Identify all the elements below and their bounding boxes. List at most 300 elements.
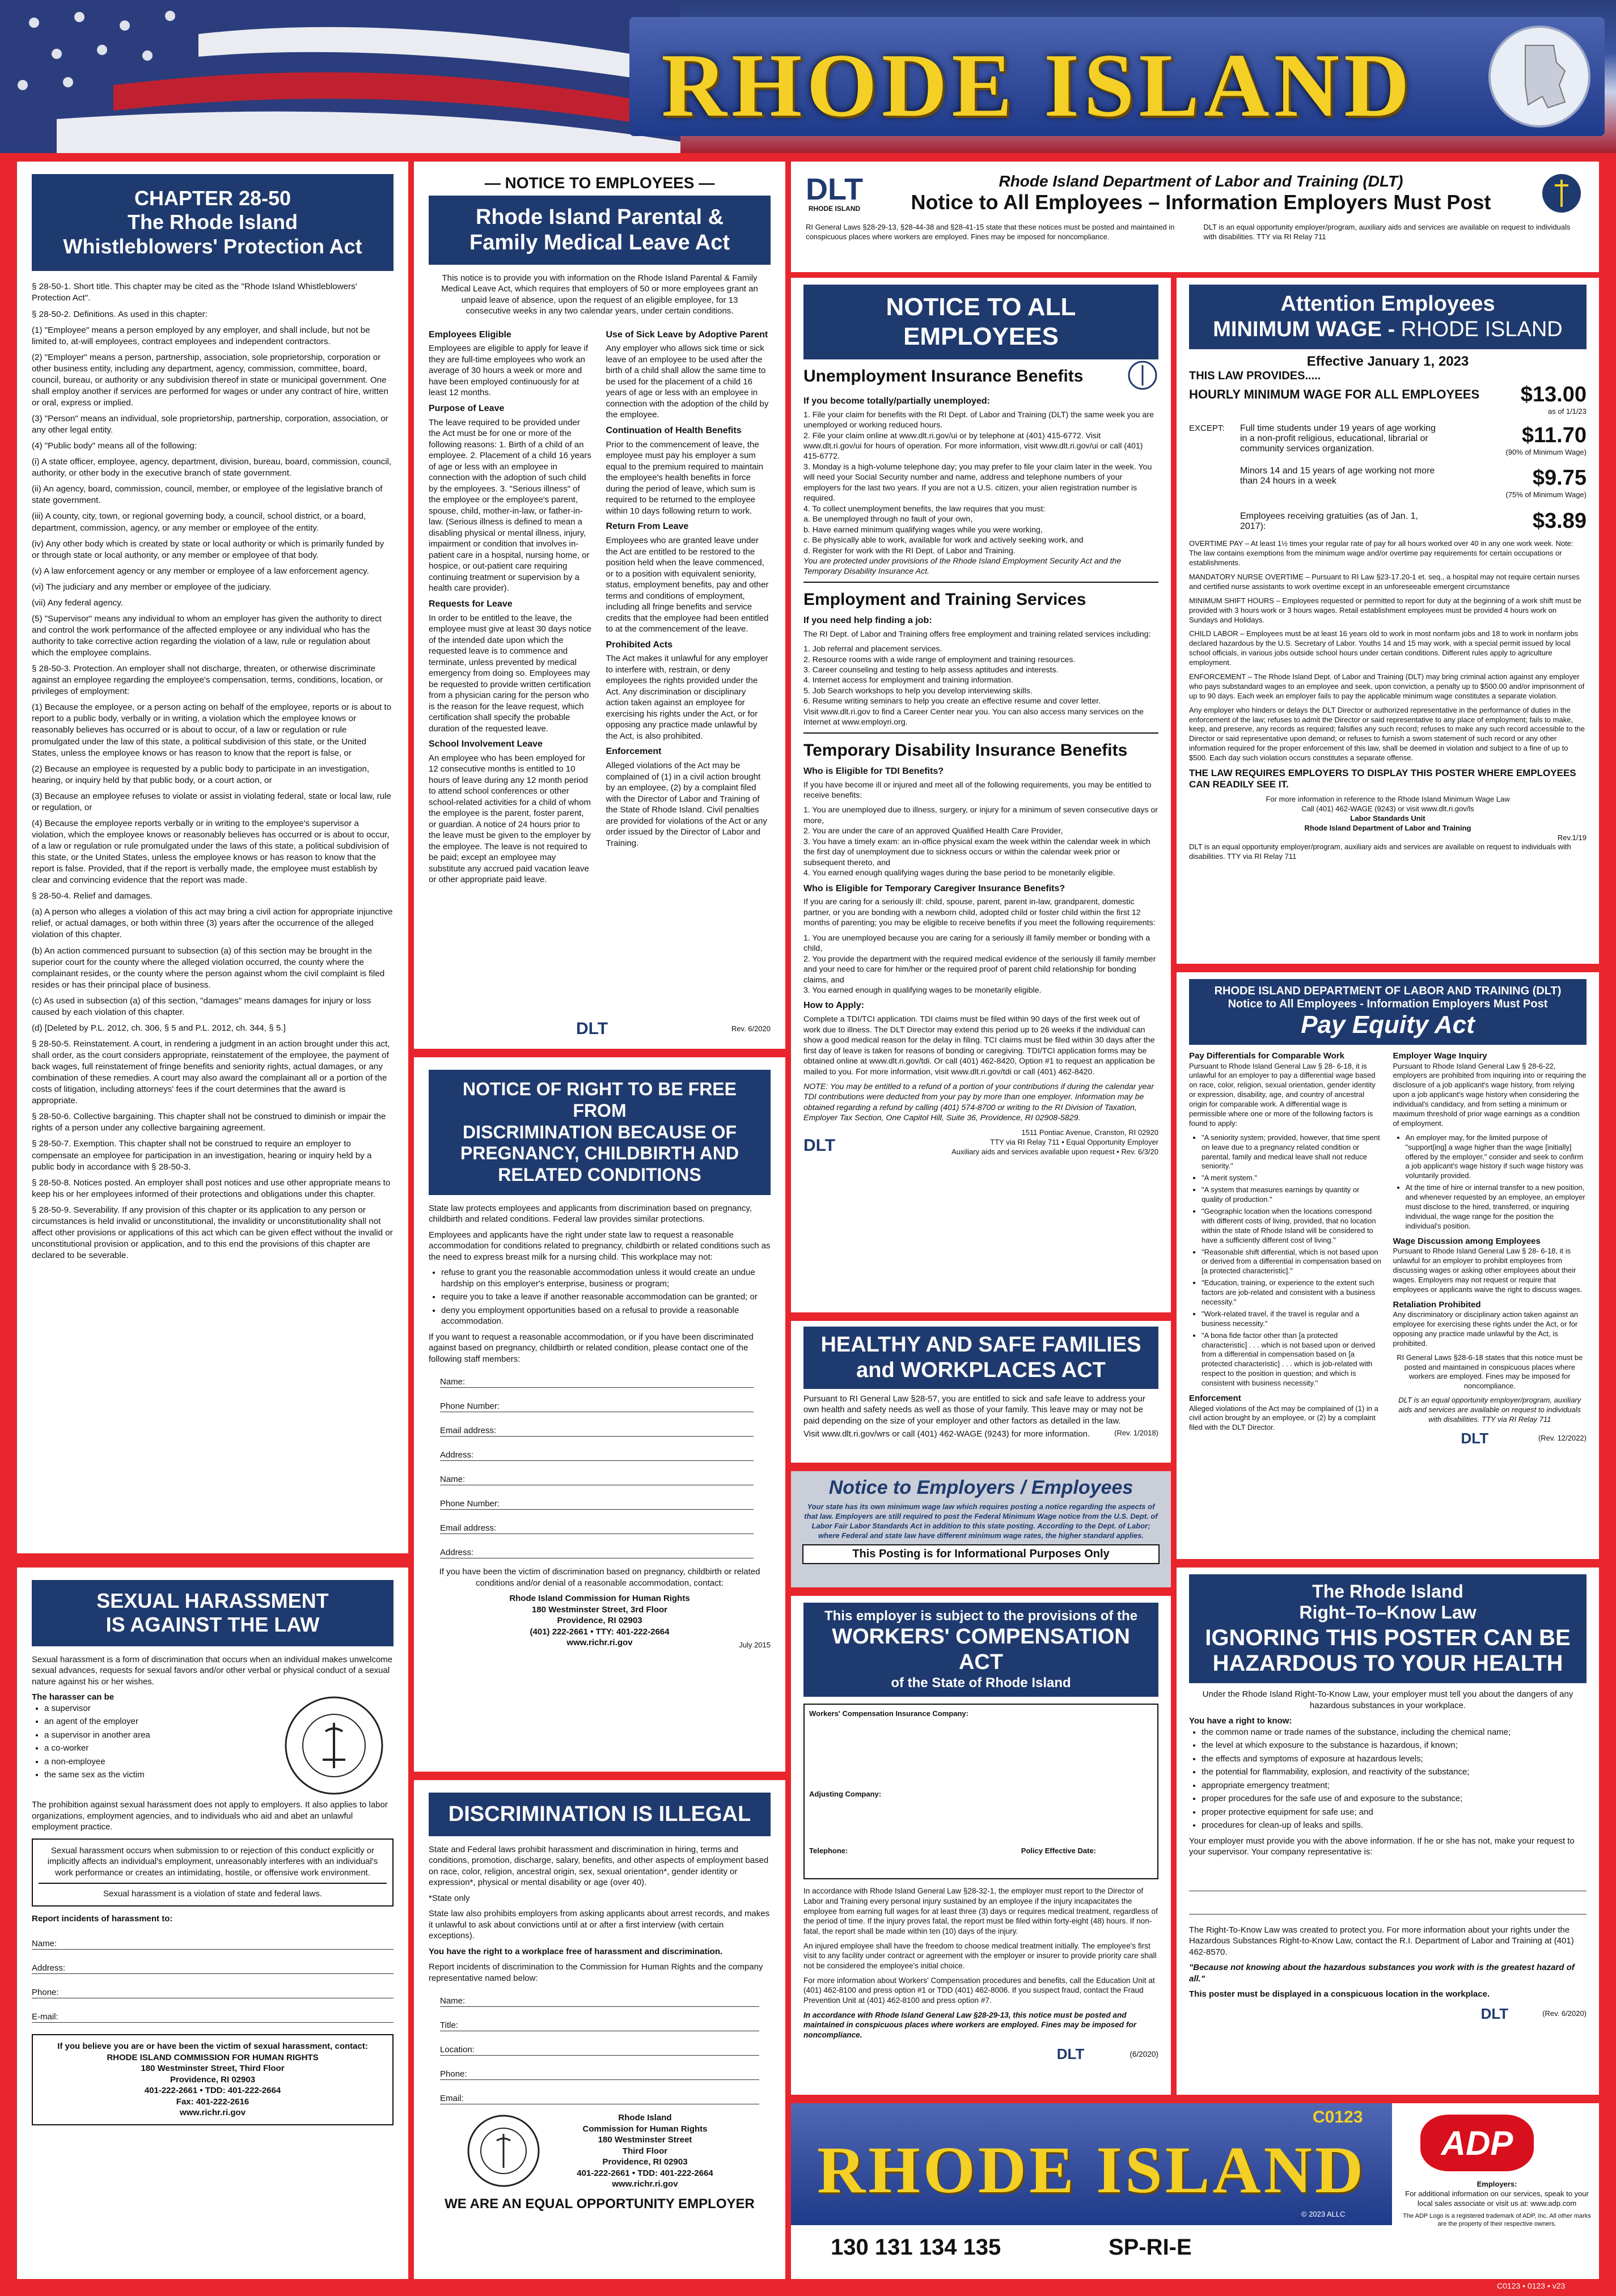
- minwage-unit: Labor Standards Unit: [1350, 814, 1425, 823]
- preg-fields: [440, 1370, 754, 1558]
- pregnancy-header: [429, 1070, 771, 1195]
- minwage-paragraph: ENFORCEMENT – The Rhode Island Dept. of Labor and Training (DLT) may bring criminal action against any employer who pays substandard wages to an employee and seek, upon conviction, a penalty up to $500.00 and/or imprisonment of up to 90 days. Each week an employer fails to pay the applicable minimum wage constitutes a separate violation.: [1189, 672, 1585, 700]
- whistle-paragraph: (1) "Employee" means a person employed by any employer, and shall include, but not be limited to, at-will employees, contract employees and independent contractors.: [32, 325, 370, 346]
- discrim-contact-line: 180 Westminster Street: [598, 2135, 692, 2145]
- discrim-field: [440, 2038, 759, 2056]
- fmla-section-heading: Purpose of Leave: [429, 403, 505, 413]
- dlt-logo-small: DLT: [576, 1019, 608, 1038]
- informational-banner: This Posting is for Informational Purposes Only: [802, 1544, 1160, 1564]
- tdi-intro: If you have become ill or injured and meet all of the following requirements, you may be entitled to receive benefits:: [803, 780, 1152, 800]
- fmla-section-heading: Continuation of Health Benefits: [606, 425, 742, 435]
- dlt-logo: [806, 174, 863, 213]
- fmla-title-2: Family Medical Leave Act: [469, 230, 730, 255]
- preg-field-label: Address:: [440, 1547, 477, 1558]
- fmla-section-text: Employees are eligible to apply for leave if they are full-time employees who work an average of 30 hours a week or more and have been employed continuously for at least 12 months.: [429, 344, 588, 398]
- healthy-header: [803, 1327, 1158, 1389]
- harass-fields: [32, 1932, 394, 2023]
- payeq-left-item: • "A bona fide factor other than [a protected characteristic] . . . which is not based upon or derived from a differential in compensation based on [a protected characteristic] . . . which is job-related with respect to the position in question; and which is consistent with business necessity.": [1202, 1331, 1383, 1388]
- report-label: Report incidents of harassment to:: [32, 1913, 173, 1924]
- minwage-more: For more information in reference to the Rhode Island Minimum Wage Law: [1266, 795, 1510, 804]
- discrim-field-label: Phone:: [440, 2069, 471, 2080]
- state-map-globe-icon: [1486, 23, 1593, 130]
- minwage-rate-3: $9.75: [1532, 466, 1587, 490]
- discrim-p3: You have the right to a workplace free of harassment and discrimination.: [429, 1946, 723, 1956]
- dlt-logo-small: DLT: [1480, 2005, 1509, 2022]
- fmla-panel: [414, 162, 785, 1049]
- ui-note: You are protected under provisions of the Rhode Island Employment Security Act and the Temporary Disability Insurance Act.: [803, 556, 1122, 577]
- notice-employers-text: Your state has its own minimum wage law which requires posting a notice regarding the aspects of that law. Employers are still required to post the Federal Minimum Wage notice from the U.S. Dept. of Labor Fair Labor Standards Act in addition to this state posting. According to the Dept. of Labor; where Federal and state law have different minimum wage rates, the higher standard applies.: [804, 1502, 1158, 1540]
- preg-title-1: NOTICE OF RIGHT TO BE FREE FROM: [463, 1079, 737, 1121]
- fmla-section-text: The leave required to be provided under the Act must be for one or more of the following reasons: 1. Birth of a child of an employee. 2. Placement of a child 16 years of age or less with an employee in connection with the adoption of such child by the employees. 3. "Serious illness" of the employee or the employee's parent, spouse, child, mother-in-law, or father-in-law. (Serious illness is defined to mean a disabling physical or mental illness, injury, impairment or condition that involves in-patient care in a hospital, nursing home, or hospice, or out-patient care requiring continuing treatment or supervision by a health care provider).: [429, 417, 591, 594]
- dlt-header-panel: [791, 162, 1599, 272]
- tdi-subheading: Who is Eligible for TDI Benefits?: [803, 766, 944, 776]
- harass-field: [32, 1932, 394, 1950]
- whistle-paragraph: § 28-50-9. Severability. If any provision of this chapter or its application to any person or circumstances is held invalid or unconstitutional, the invalidity or unconstitutionality shall not affect other provisions or applications of this act which can be given effect without the invalid or unconstitutional provision or application, and to this end the provisions of this chapter are declared to be severable.: [32, 1205, 393, 1261]
- rtk-p3: The Right-To-Know Law was created to protect you. For more information about your rights under the Hazardous Substances Right-to-Know Law, contact the R.I. Department of Labor and Training at (401) 462-8570.: [1189, 1925, 1574, 1957]
- payeq-right-item: • At the time of hire or internal transfer to a new position, and whenever requested by an employee, an employer must disclose to the hired, transferred, or inquiring individual, the wage range for the position the individual's position.: [1406, 1183, 1587, 1231]
- whistle-paragraph: § 28-50-5. Reinstatement. A court, in rendering a judgment in an action brought under this act, shall order, as the court considers appropriate, reinstatement of the employee, the payment of back wages, full reinstatement of fringe benefits and seniority rights, actual damages, or any combination of these remedies. A court may also award the complainant all or a portion of the costs of litigation, including attorneys' fees if the court determines that the award is appropriate.: [32, 1039, 390, 1106]
- preg-field-label: Name:: [440, 1474, 468, 1485]
- preg-contact-line: 180 Westminster Street, 3rd Floor: [532, 1604, 667, 1615]
- rtk-item: • the potential for flammability, explosion, and reactivity of the substance;: [1202, 1767, 1587, 1778]
- preg-field-label: Phone Number:: [440, 1498, 503, 1510]
- healthy-title-2: and WORKPLACES ACT: [856, 1358, 1106, 1382]
- footer-version: C0123 • 0123 • v23: [1497, 2281, 1566, 2290]
- payeq-enf-heading: Enforcement: [1189, 1393, 1241, 1403]
- preg-field-label: Email address:: [440, 1425, 500, 1437]
- harass-box: [32, 1839, 394, 1907]
- rtk-item: • procedures for clean-up of leaks and spills.: [1202, 1820, 1587, 1831]
- ui-item: b. Have earned minimum qualifying wages while you were working,: [803, 525, 1043, 535]
- whistle-paragraph: § 28-50-6. Collective bargaining. This chapter shall not be construed to diminish or impair the rights of a person under any collective bargaining agreement.: [32, 1112, 386, 1133]
- payeq-right-heading: Employer Wage Inquiry: [1393, 1051, 1487, 1061]
- minwage-call: Call (401) 462-WAGE (9243) or visit www.dlt.ri.gov/ls: [1301, 804, 1474, 813]
- apply-note: NOTE: You may be entitled to a refund of a portion of your contributions if during the calendar year TDI contributions were deducted from your pay by more than one employer. Information may be obtained regarding a refund by calling (401) 574-8700 or writing to the RI Division of Taxation, Employer Tax Section, One Capitol Hill, Suite 36, Providence, RI 02908-5829.: [803, 1082, 1154, 1123]
- pay-equity-panel: [1177, 972, 1599, 1559]
- fmla-section-heading: Use of Sick Leave by Adoptive Parent: [606, 329, 768, 340]
- rtk-intro: Under the Rhode Island Right-To-Know Law, your employer must tell you about the dangers of any hazardous substances in your workplace.: [1202, 1689, 1573, 1710]
- whistle-paragraph: § 28-50-7. Exemption. This chapter shall not be construed to require an employer to compensate an employee for participation in an investigation, hearing or inquiry held by a public body in accordance with § 28-50-3.: [32, 1139, 372, 1172]
- payeq-right-heading-2: Wage Discussion among Employees: [1393, 1236, 1541, 1246]
- fmla-section-heading: Return From Leave: [606, 522, 689, 532]
- ui-item: a. Be unemployed through no fault of your own,: [803, 515, 973, 524]
- tci-items: [803, 933, 1158, 996]
- whistle-paragraph: (b) An action commenced pursuant to subsection (a) of this section may be brought in the superior court for the county where the alleged violation occurred, the county where the complainant resides, or the county where the person against whom the civil complaint is filed resides or has their principal place of business.: [32, 946, 385, 990]
- harass-field: [32, 2005, 394, 2023]
- discrimination-panel: [414, 1780, 785, 2279]
- et-item: 1. Job referral and placement services.: [803, 645, 942, 654]
- ui-footer-addr: 1511 Pontiac Avenue, Cranston, RI 02920: [1021, 1128, 1158, 1137]
- fmla-footer: [429, 1019, 771, 1039]
- discrim-contact-line: Rhode Island: [618, 2113, 672, 2123]
- preg-contact-line: Rhode Island Commission for Human Rights: [509, 1594, 690, 1604]
- payeq-title: Pay Equity Act: [1301, 1011, 1475, 1039]
- harass-field-label: Phone:: [32, 1987, 62, 1998]
- fmla-section-heading: Prohibited Acts: [606, 639, 673, 650]
- fmla-section-text: Alleged violations of the Act may be complained of (1) in a civil action brought by an employee, (2) by a complaint filed with the Director of Labor and Training of the State of Rhode Island. Civil penalties are provided for violations of the Act or any order issued by the Director of Labor and Training.: [606, 761, 767, 848]
- minwage-paragraph: Any employer who hinders or delays the DLT Director or authorized representative in the performance of duties in the enforcement of the law; refuses to admit the Director or said representative to any place of employment; fails to make, keep, and preserve, any records as required; falsifies any such record; refuses to make any such record accessible to the Director or said representative upon demand; or refuses to furnish a sworn statement of such record or any other information required for the proper enforcement of this law, shall be deemed in violation and subject to a fine of up to $500. Each day such violation occurs constitutes a separate offense.: [1189, 705, 1585, 762]
- fmla-section-text: Employees who are granted leave under the Act are entitled to be restored to the position held when the leave commenced, or to a position with equivalent seniority, status, employment benefits, pay and other terms and conditions of employment, including all fringe benefits and service credits that the employee had been entitled to at the commencement of the leave.: [606, 536, 769, 634]
- rtk-title-2: Right–To–Know Law: [1299, 1602, 1477, 1623]
- et-item: 3. Career counseling and testing to help assess aptitudes and interests.: [803, 666, 1059, 675]
- ui-item: c. Be physically able to work, available for work and actively seeking work, and: [803, 536, 1084, 545]
- harasser-item: • a supervisor in another area: [44, 1730, 280, 1741]
- preg-list: [429, 1267, 771, 1327]
- whistle-title-2: The Rhode Island: [127, 210, 298, 234]
- preg-title-2: DISCRIMINATION BECAUSE OF: [463, 1121, 737, 1142]
- whistle-paragraph: (3) Because an employee refuses to violate or assist in violating federal, state or local law, rule or regulation, or: [32, 791, 391, 812]
- footer-emp-heading: Employers:: [1477, 2180, 1517, 2188]
- discrim-p1: State and Federal laws prohibit harassment and discrimination in hiring, terms and conditions, promotion, discharge, salary, benefits, and other aspects of employment based on race, color, religion, ancestral origin, sex, sexual orientation*, gender identity or expression*, physical or mental disability or age (over 40).: [429, 1844, 769, 1888]
- preg-field: [440, 1395, 754, 1412]
- preg-contact-line: (401) 222-2661 • TTY: 401-222-2664: [530, 1626, 670, 1637]
- whistle-title-3: Whistleblowers' Protection Act: [63, 234, 362, 258]
- minwage-exception-1: Full time students under 19 years of age working in a non-profit religious, educational, librarial or community services organization.: [1240, 423, 1436, 454]
- preg-field-label: Name:: [440, 1376, 468, 1388]
- ui-footer-aux: Auxiliary aids and services available upon request • Rev. 6/3/20: [951, 1147, 1158, 1156]
- payeq-left-item: • "Reasonable shift differential, which is not based upon or derived from a differential in compensation based on [a protected characteristic].": [1202, 1248, 1383, 1277]
- fmla-section-text: Any employer who allows sick time or sick leave of an employee to be used after the birth of a child shall allow the same time to be used for the placement of a child 16 years of age or less with an employee in connection with the adoption of the child by the employee.: [606, 344, 769, 420]
- right-to-know-panel: [1177, 1568, 1599, 2095]
- minwage-title-1: Attention Employees: [1280, 292, 1495, 316]
- fmla-section-heading: Enforcement: [606, 747, 662, 757]
- preg-field: [440, 1468, 754, 1485]
- preg-contact-line: www.richr.ri.gov: [566, 1638, 633, 1648]
- healthy-title-1: HEALTHY AND SAFE FAMILIES: [820, 1333, 1141, 1357]
- harasser-item: • a non-employee: [44, 1756, 280, 1768]
- discrim-field-label: Location:: [440, 2044, 478, 2056]
- discrim-field: [440, 2062, 759, 2080]
- discrim-contact-line: Commission for Human Rights: [582, 2124, 708, 2134]
- healthy-text: Pursuant to RI General Law §28-57, you are entitled to sick and safe leave to address your own health and safety needs as well as those of your family. This leave may or may not be paid depending on the size of your employer and other factors as detailed in the law.: [803, 1393, 1145, 1426]
- harasser-item: • an agent of the employer: [44, 1716, 280, 1727]
- payeq-left-item: • "A seniority system; provided, however, that time spent on leave due to a pregnancy related condition or parental, family and medical leave shall not reduce seniority.": [1202, 1133, 1383, 1172]
- workers-comp-panel: [791, 1596, 1171, 2095]
- wc-adjusting-label: Adjusting Company:: [809, 1790, 882, 1799]
- header-banner: [0, 0, 1616, 153]
- dlt-logo-small: DLT: [1056, 2045, 1085, 2062]
- tdi-items: [803, 805, 1158, 878]
- rtk-title-3: IGNORING THIS POSTER CAN BE: [1205, 1625, 1571, 1650]
- wc-p1: In accordance with Rhode Island General Law §28-32-1, the employer must report to the Director of Labor and Training every personal injury sustained by an employee if the injury incapacitates the employee from earning full wages for at least three (3) days or requires medical treatment, regardless of the period of time. If the injury proves fatal, the report must be filed within forty-eight (48) hours. If non-fatal, the report shall be made within ten (10) days of the injury.: [803, 1887, 1158, 1935]
- payeq-right-item: • An employer may, for the limited purpose of "support[ing] a wage higher than the wage [initially] offered by the employer," consider and seek to confirm a job applicant's wage history if such wage history was voluntarily provided.: [1406, 1133, 1587, 1181]
- whistle-paragraph: (1) Because the employee, or a person acting on behalf of the employee, reports or is about to report to a public body, verbally or in writing, a violation which the employee knows or reasonably believes has occurred or is about to occur, of a law or regulation or rule promulgated under the law of this state, a political subdivision of this state, or the United States, unless the employee knows or has reason to know that the report is false, or: [32, 702, 392, 758]
- payeq-rev: (Rev. 12/2022): [1538, 1434, 1587, 1443]
- minwage-rate-1: $13.00: [1520, 382, 1587, 406]
- dlt-right-text: DLT is an equal opportunity employer/program, auxiliary aids and services are available on request to individuals with disabilities. TTY via RI Relay 711: [1203, 223, 1571, 241]
- harassment-panel: [17, 1568, 408, 2279]
- discrim-field-label: Title:: [440, 2020, 462, 2031]
- payeq-left-item: • "Work-related travel, if the travel is regular and a business necessity.": [1202, 1310, 1383, 1329]
- preg-p3: If you want to request a reasonable accommodation, or if you have been discriminated against based on pregnancy, childbirth or related condition, please contact one of the following staff members:: [429, 1332, 754, 1364]
- whistle-paragraph: (iv) Any other body which is created by state or local authority or which is primarily funded by or through state or local authority, or any member or employee of that body.: [32, 539, 384, 560]
- rtk-title-4: HAZARDOUS TO YOUR HEALTH: [1212, 1651, 1563, 1676]
- minwage-except: EXCEPT:: [1189, 423, 1225, 433]
- harass-contact-line: Providence, RI 02903: [170, 2074, 256, 2085]
- ui-subheading: If you become totally/partially unemployed:: [803, 396, 990, 406]
- footer-copyright: © 2023 ALLC: [1301, 2210, 1346, 2218]
- minwage-rate-2-sub: (90% of Minimum Wage): [1505, 447, 1587, 456]
- harass-contact-box: [32, 2034, 394, 2125]
- whistle-paragraph: (4) Because the employee reports verbally or in writing to the employee's supervisor a violation, which the employee knows or reasonably believes has occurred or is about to occur, of a law or regulation or rule promulgated under the laws of this state, a political subdivision of this state, or the United States, unless the employee knows or has reason to know that the report is false. Provided, that if the report is verbally made, the employee must establish by clear and convincing evidence that the report was made.: [32, 818, 390, 886]
- discrim-p2: State law also prohibits employers from asking applicants about arrest records, and makes it unlawful to ask about convictions until at or after a first interview (with certain exceptions).: [429, 1909, 770, 1941]
- harass-para2: The prohibition against sexual harassment does not apply to employers. It also applies to labor organizations, employment agencies, and to individuals who aid and abet an unlawful employment practice.: [32, 1800, 388, 1832]
- minwage-rev: Rev.1/19: [1557, 833, 1587, 842]
- fmla-section-heading: Employees Eligible: [429, 329, 511, 340]
- tdi-item: 3. You have a timely exam: an in-office physical exam the week within the calendar week in which the first day of unemployment due to sickness occurs or within the calendar week prior or subsequent thereto, and: [803, 837, 1150, 867]
- minwage-display: THE LAW REQUIRES EMPLOYERS TO DISPLAY THIS POSTER WHERE EMPLOYEES CAN READILY SEE IT.: [1189, 768, 1576, 790]
- preg-item: • require you to take a leave if another reasonable accommodation can be granted; or: [441, 1291, 771, 1303]
- wc-insurance-label: Workers' Compensation Insurance Company:: [809, 1709, 968, 1718]
- dlt-logo-text: DLT: [806, 172, 863, 206]
- ui-notice-header: NOTICE TO ALL EMPLOYEES: [803, 285, 1158, 359]
- discrim-fields: [440, 1989, 759, 2104]
- payeq-right-list: [1393, 1133, 1587, 1231]
- preg-field: [440, 1443, 754, 1461]
- et-item: 6. Resume writing seminars to help you create an effective resume and cover letter.: [803, 697, 1101, 706]
- footer-title: RHODE ISLAND: [817, 2133, 1367, 2207]
- harasser-list: [32, 1703, 280, 1781]
- payeq-enf-text: Alleged violations of the Act may be complained of (1) in a civil action brought by an employee, or (2) by a complaint filed with the DLT Director.: [1189, 1404, 1378, 1432]
- preg-field: [440, 1492, 754, 1510]
- minwage-paragraph: MINIMUM SHIFT HOURS – Employees requested or permitted to report for duty at the beginning of a work shift must be provided with 3 hours work or 3 hours wages. Retail establishment employees must be provided 4 hours work on Sundays and Holidays.: [1189, 596, 1581, 624]
- preg-item: • refuse to grant you the reasonable accommodation unless it would create an undue hardship on this employer's enterprise, business or program;: [441, 1267, 771, 1289]
- whistle-paragraph: (v) A law enforcement agency or any member or employee of a law enforcement agency.: [32, 566, 369, 576]
- minwage-paras: [1189, 539, 1587, 763]
- whistle-paragraph: § 28-50-3. Protection. An employer shall not discharge, threaten, or otherwise discriminate against an employee regarding the employee's compensation, terms, conditions, location, or privileges of employment:: [32, 664, 383, 697]
- minwage-rate-4: $3.89: [1532, 509, 1587, 533]
- harass-field-label: Name:: [32, 1938, 60, 1950]
- discrim-field: [440, 1989, 759, 2007]
- et-note: Visit www.dlt.ri.gov to find a Career Center near you. You can also access many services on the Internet at www.employri.org.: [803, 707, 1144, 727]
- payeq-h2: Notice to All Employees - Information Employers Must Post: [1228, 998, 1548, 1010]
- adp-logo-text: ADP: [1441, 2124, 1513, 2162]
- harass-box-text-2: Sexual harassment is a violation of state and federal laws.: [103, 1889, 323, 1899]
- payeq-right-text-3: Any discriminatory or disciplinary action taken against an employee for exercising these rights under the Act, or for opposing any practice made unlawful by the Act, is prohibited.: [1393, 1310, 1579, 1348]
- payeq-right-heading-3: Retaliation Prohibited: [1393, 1299, 1481, 1310]
- ui-heading: Unemployment Insurance Benefits: [803, 367, 1084, 386]
- whistle-paragraph: (vi) The judiciary and any member or employee of the judiciary.: [32, 582, 272, 592]
- preg-p2: Employees and applicants have the right under state law to request a reasonable accommodation for conditions related to pregnancy, childbirth or related conditions such as the need to express breast milk for a nursing child. This workplace may not:: [429, 1230, 771, 1262]
- wc-h2: WORKERS' COMPENSATION ACT: [832, 1625, 1130, 1675]
- harass-title-2: IS AGAINST THE LAW: [105, 1613, 320, 1637]
- minwage-title-2b: RHODE ISLAND: [1401, 317, 1563, 341]
- harass-field: [32, 1956, 394, 1974]
- footer-numbers: 130 131 134 135: [831, 2235, 1001, 2260]
- wc-policy-date-label: Policy Effective Date:: [1021, 1846, 1096, 1856]
- fmla-notice: — NOTICE TO EMPLOYEES —: [484, 174, 715, 192]
- ui-item: 3. Monday is a high-volume telephone day; you may prefer to file your claim later in the week. You will need your Social Security number and name, address and telephone numbers of your employers for the last two years. If you are not a U.S. citizen, your alien registration number is required.: [803, 462, 1152, 503]
- fmla-section-text: The Act makes it unlawful for any employer to interfere with, restrain, or deny employees the rights provided under the Act. Any discrimination or disciplinary action taken against an employee for exercising his rights under the Act, or for opposing any practice made unlawful by the Act, is also prohibited.: [606, 654, 768, 741]
- apply-subheading: How to Apply:: [803, 1001, 864, 1011]
- ui-items: [803, 410, 1158, 556]
- harass-field-label: Address:: [32, 1963, 69, 1974]
- whistleblower-header: [32, 174, 394, 271]
- harasser-item: • the same sex as the victim: [44, 1769, 280, 1781]
- discrim-field: [440, 2014, 759, 2031]
- whistle-paragraph: (5) "Supervisor" means any individual to whom an employer has given the authority to direct and control the work performance of the affected employee or any individual who has the authority to take corrective action regarding the violation of a law, rule or regulation about which the employee complains.: [32, 613, 382, 658]
- payeq-left-item: • "Geographic location when the locations correspond with different costs of living, provided, that no location within the state of Rhode Island will be considered to have a sufficiently different cost of living.": [1202, 1207, 1383, 1246]
- harasser-item: • a co-worker: [44, 1743, 280, 1754]
- flag-stripes-graphic: [0, 0, 680, 153]
- preg-date: July 2015: [739, 1640, 771, 1649]
- ui-item: 4. To collect unemployment benefits, the law requires that you must:: [803, 504, 1046, 514]
- minwage-effective: Effective January 1, 2023: [1306, 353, 1469, 369]
- payeq-right-text: Pursuant to Rhode Island General Law § 28-6-22, employers are prohibited from inquiring into or requiring the disclosure of a job applicant's wage history, from relying upon a job applicant's wage history when considering the individual's candidacy, and from setting a minimum or maximum threshold of prior wage earnings as a condition of employment.: [1393, 1061, 1587, 1128]
- minwage-law: THIS LAW PROVIDES.....: [1189, 369, 1321, 382]
- harass-intro: Sexual harassment is a form of discrimination that occurs when an individual makes unwelcome sexual advances, requests for sexual favors and/or other verbal or physical conduct of a sexual nature against his or her wishes.: [32, 1654, 393, 1687]
- payeq-header: [1189, 979, 1587, 1045]
- wc-form-box: [803, 1704, 1158, 1879]
- rtk-p4: "Because not knowing about the hazardous substances you work with is the greatest hazard of all.": [1189, 1963, 1575, 1984]
- preg-field-label: Address:: [440, 1450, 477, 1461]
- preg-title-3: PREGNANCY, CHILDBIRTH AND: [460, 1143, 739, 1164]
- preg-field: [440, 1541, 754, 1558]
- payeq-left-list: [1189, 1133, 1383, 1388]
- rtk-rev: (Rev. 6/2020): [1542, 2009, 1587, 2018]
- tci-item: 2. You provide the department with the required medical evidence of the seriously ill family member and your need to care for him/her or the required proof of parent child relationship for bonding claims, and: [803, 954, 1156, 985]
- payeq-left-text: Pursuant to Rhode Island General Law § 28- 6-18, it is unlawful for an employer to pay a differential wage based on race, color, religion, sexual orientation, gender identity or expression, disability, age, and country of ancestral origin for comparable work. A differential wage is permissible where one or more of the following factors is found to apply:: [1189, 1061, 1376, 1128]
- rtk-p5: This poster must be displayed in a conspicuous location in the workplace.: [1189, 1989, 1490, 1999]
- notice-employers-title: Notice to Employers / Employees: [828, 1477, 1133, 1498]
- tci-intro: If you are caring for a seriously ill: child, spouse, parent, parent in-law, grandparent, domestic partner, or you are bonding with a newborn child, adopted child or foster child within the first 12 months of parenting; you may be eligible to receive benefits if you meet the following requirements:: [803, 897, 1156, 928]
- ui-footer-tty: TTY via RI Relay 711 • Equal Opportunity Employer: [990, 1137, 1158, 1146]
- commission-seal-icon: [464, 2111, 543, 2191]
- wc-p3: For more information about Workers' Compensation procedures and benefits, call the Education Unit at (401) 462-8100 and press option #1 or TDD (401) 462-8006. If you suspect fraud, contact the Fraud Prevention Unit at (401) 462-8100 and press option #7.: [803, 1976, 1155, 2005]
- whistle-paragraph: (i) A state officer, employee, agency, department, division, bureau, board, commission, council, authority, or other body in the executive branch of state government.: [32, 457, 392, 478]
- payeq-h1: RHODE ISLAND DEPARTMENT OF LABOR AND TRAINING (DLT): [1214, 985, 1562, 997]
- harass-box-text: Sexual harassment occurs when submission to or rejection of this conduct explicitly or implicitly affects an individual's employment, unreasonably interferes with an individual's work performance or creates an intimidating, hostile, or offensive work environment.: [47, 1845, 378, 1878]
- footer-banner: [791, 2103, 1599, 2279]
- minwage-eo: DLT is an equal opportunity employer/program, auxiliary aids and services are available on request to individuals with disabilities. TTY via RI Relay 711: [1189, 842, 1571, 861]
- healthy-visit: Visit www.dlt.ri.gov/wrs or call (401) 462-WAGE (9243) for more information.: [803, 1429, 1090, 1439]
- healthy-panel: [791, 1321, 1171, 1463]
- rtk-heading: You have a right to know:: [1189, 1716, 1292, 1726]
- whistle-paragraph: (vii) Any federal agency.: [32, 598, 123, 608]
- payeq-right-column: [1393, 1050, 1587, 1448]
- fmla-intro: This notice is to provide you with information on the Rhode Island Parental & Family Medical Leave Act, which requires that employers of 50 or more employees grant an unpaid leave of absence, upon the request of an eligible employee, for 13 consecutive weeks in any two calendar years, under certain conditions.: [441, 273, 758, 316]
- minwage-exception-3: Employees receiving gratuities (as of Jan. 1, 2017):: [1240, 511, 1418, 531]
- dlt-title-1: Rhode Island Department of Labor and Training (DLT): [999, 172, 1403, 190]
- footer-tm: The ADP Logo is a registered trademark of ADP, Inc. All other marks are the property of their respective owners.: [1403, 2212, 1591, 2227]
- dlt-logo-small: DLT: [803, 1136, 836, 1155]
- payeq-left-column: [1189, 1050, 1383, 1448]
- whistle-paragraph: (3) "Person" means an individual, sole proprietorship, partnership, corporation, association, or any other legal entity.: [32, 414, 388, 435]
- fmla-rev: Rev. 6/2020: [731, 1024, 771, 1033]
- whistle-paragraph: (iii) A county, city, town, or regional governing body, a council, school district, or a board, department, commission, agency, or any member or employee of the entity.: [32, 511, 366, 533]
- whistle-paragraph: (ii) An agency, board, commission, council, member, or employee of the legislative branch of state government.: [32, 484, 383, 506]
- payeq-left-item: • "A system that measures earnings by quantity or quality of production.": [1202, 1185, 1383, 1205]
- fmla-header: [429, 196, 771, 265]
- wc-h3: of the State of Rhode Island: [891, 1675, 1071, 1691]
- harass-contact-head: If you believe you are or have been the victim of sexual harassment, contact:: [57, 2041, 368, 2052]
- header-title: RHODE ISLAND: [661, 35, 1414, 135]
- et-heading: Employment and Training Services: [803, 590, 1086, 609]
- rtk-item: • appropriate emergency treatment;: [1202, 1780, 1587, 1791]
- rtk-item: • the level at which exposure to the substance is hazardous, if known;: [1202, 1740, 1587, 1751]
- et-item: 4. Internet access for employment and training information.: [803, 676, 1013, 685]
- preg-p4: If you have been the victim of discrimination based on pregnancy, childbirth or related conditions and/or denial of a reasonable accommodation, contact:: [439, 1567, 760, 1588]
- fmla-right-column: [606, 325, 771, 890]
- harass-contact-line: www.richr.ri.gov: [179, 2108, 246, 2118]
- payeq-left-heading: Pay Differentials for Comparable Work: [1189, 1051, 1344, 1061]
- harass-contact-line: RHODE ISLAND COMMISSION FOR HUMAN RIGHTS: [107, 2052, 319, 2062]
- pregnancy-panel: [414, 1057, 785, 1772]
- preg-field: [440, 1370, 754, 1388]
- rtk-p2: Your employer must provide you with the above information. If he or she has not, make your request to your supervisor. Your company representative is:: [1189, 1836, 1575, 1857]
- payeq-right-text-4: RI General Laws §28-6-18 states that this notice must be posted and maintained in conspicuous places where workers are employed. Fines may be imposed for noncompliance.: [1397, 1353, 1583, 1391]
- footer-code: C0123: [1313, 2108, 1363, 2126]
- minimum-wage-panel: [1177, 278, 1599, 964]
- fmla-section-heading: School Involvement Leave: [429, 739, 543, 749]
- harass-field-label: E-mail:: [32, 2011, 62, 2023]
- preg-field: [440, 1419, 754, 1437]
- preg-item: • deny you employment opportunities based on a refusal to provide a reasonable accommodation.: [441, 1305, 771, 1327]
- discrim-field: [440, 2087, 759, 2104]
- preg-field-label: Phone Number:: [440, 1401, 503, 1412]
- ui-item: d. Register for work with the RI Dept. of Labor and Training.: [803, 546, 1016, 556]
- dlt-title-2: Notice to All Employees – Information Employers Must Post: [911, 190, 1491, 214]
- whistle-paragraph: § 28-50-8. Notices posted. An employer shall post notices and use other appropriate means to keep his or her employees informed of their protections and obligations under this chapter.: [32, 1177, 391, 1199]
- et-item: 2. Resource rooms with a wide range of employment and training resources.: [803, 655, 1076, 664]
- payeq-right-text-2: Pursuant to Rhode Island General Law § 28- 6-18, it is unlawful for an employer to prohibit employees from discussing wages or asking other employees about their wages. Employers may not request or require that employees or applicants waive the right to discuss wages.: [1393, 1247, 1583, 1294]
- minwage-rate-3-sub: (75% of Minimum Wage): [1505, 490, 1587, 499]
- state-seal-icon: [1127, 359, 1158, 391]
- tci-item: 1. You are unemployed because you are caring for a seriously ill family member or bonding with a child,: [803, 933, 1150, 954]
- whistleblower-body: [32, 281, 394, 1261]
- dlt-left-text: RI General Laws §28-29-13, §28-44-38 and §28-41-15 state that these notices must be posted and maintained in conspicuous places where workers are employed. Fines may be imposed for noncompliance.: [806, 223, 1175, 241]
- notice-employers-panel: [791, 1471, 1171, 1587]
- wc-telephone-label: Telephone:: [809, 1846, 848, 1856]
- workers-comp-header: [803, 1603, 1158, 1697]
- whistle-paragraph: (2) Because an employee is requested by a public body to participate in an investigation, hearing, or inquiry held by that public body, or a court action, or: [32, 764, 370, 785]
- discrim-p1b: *State only: [429, 1893, 470, 1903]
- et-intro: The RI Dept. of Labor and Training offers free employment and training related services including:: [803, 629, 1151, 639]
- fmla-section-text: An employee who has been employed for 12 consecutive months is entitled to 10 hours of leave during any 12 month period to attend school conferences or other school-related activities for a child of whom the employee is the parent, foster parent, or guardian. A notice of 24 hours prior to the leave must be given to the employer by the employee. The leave is not required to be paid; except an employee may substitute any accrued paid vacation leave or other appropriate paid leave.: [429, 753, 591, 885]
- wc-h1: This employer is subject to the provisions of the: [824, 1608, 1138, 1624]
- state-seal-icon: [1539, 171, 1584, 216]
- adp-logo: [1420, 2115, 1534, 2171]
- ui-notice-panel: [791, 278, 1171, 1312]
- harass-contact-line: 180 Westminster Street, Third Floor: [141, 2064, 285, 2074]
- discrim-p4: Report incidents of discrimination to the Commission for Human Rights and the company representative named below:: [429, 1962, 763, 1983]
- tdi-item: 4. You earned enough qualifying wages during the base period to be monetarily eligible.: [803, 869, 1115, 878]
- fmla-left-column: [429, 325, 594, 890]
- wc-date: (6/2020): [1129, 2049, 1158, 2058]
- discrim-footer: WE ARE AN EQUAL OPPORTUNITY EMPLOYER: [445, 2196, 755, 2212]
- discrim-contact-line: 401-222-2661 • TDD: 401-222-2664: [577, 2168, 713, 2178]
- fmla-title-1: Rhode Island Parental &: [475, 205, 724, 229]
- dlt-logo-sub: RHODE ISLAND: [808, 205, 861, 213]
- harass-contact-line: 401-222-2661 • TDD: 401-222-2664: [144, 2086, 281, 2096]
- ui-item: 1. File your claim for benefits with the RI Dept. of Labor and Training (DLT) the same week you are unemployed or working reduced hours.: [803, 410, 1154, 430]
- minwage-hourly: HOURLY MINIMUM WAGE FOR ALL EMPLOYEES: [1189, 387, 1480, 401]
- whistle-paragraph: § 28-50-4. Relief and damages.: [32, 891, 153, 901]
- dlt-logo-small: DLT: [1461, 1429, 1489, 1447]
- rtk-item: • proper protective equipment for safe use; and: [1202, 1807, 1587, 1818]
- preg-field: [440, 1516, 754, 1534]
- et-item: 5. Job Search workshops to help you develop interviewing skills.: [803, 686, 1033, 696]
- footer-emp-text: For additional information on our services, speak to your local sales associate or visit us at: www.adp.com: [1405, 2189, 1589, 2208]
- discrim-contact-line: Providence, RI 02903: [602, 2157, 688, 2167]
- fmla-section-heading: Requests for Leave: [429, 599, 513, 609]
- harass-field: [32, 1981, 394, 1998]
- discrim-contact-line: Third Floor: [622, 2146, 668, 2156]
- preg-p1: State law protects employees and applicants from discrimination based on pregnancy, childbirth and related conditions. Federal law provides similar protections.: [429, 1203, 752, 1225]
- et-items: [803, 644, 1158, 707]
- harasser-label: The harasser can be: [32, 1692, 115, 1702]
- payeq-left-item: • "Education, training, or experience to the extent such factors are job-related and consistent with a business necessity.": [1202, 1278, 1383, 1307]
